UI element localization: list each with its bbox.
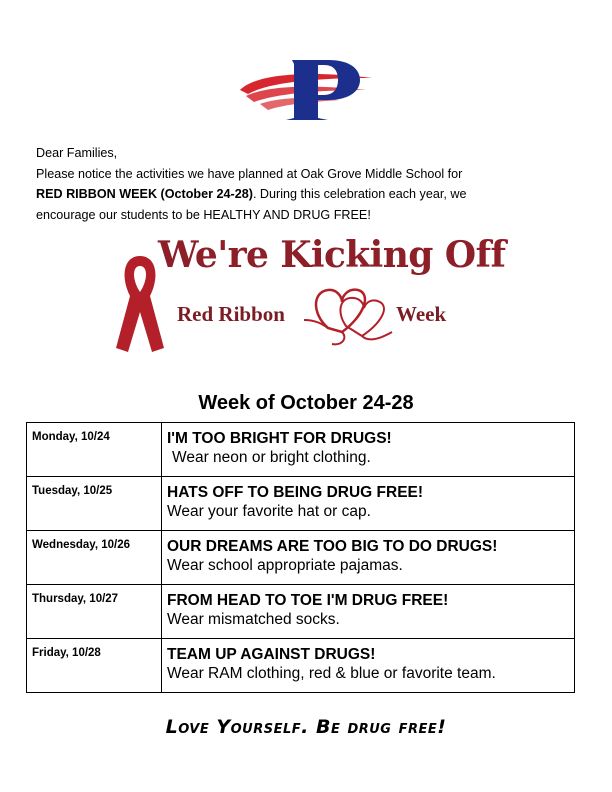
banner-subtitle-left: Red Ribbon xyxy=(177,302,285,326)
day-cell: Friday, 10/28 xyxy=(27,639,162,693)
heart-ribbon-icon xyxy=(302,280,394,350)
event-name-bold: RED RIBBON WEEK (October 24-28) xyxy=(36,187,253,201)
day-cell: Tuesday, 10/25 xyxy=(27,477,162,531)
letter-line-2 xyxy=(36,184,596,205)
table-row xyxy=(27,531,575,585)
table-row xyxy=(27,477,575,531)
activity-cell xyxy=(162,585,575,639)
activity-description: Wear mismatched socks. xyxy=(167,611,340,628)
activity-cell xyxy=(162,639,575,693)
table-row xyxy=(27,423,575,477)
activity-description: Wear school appropriate pajamas. xyxy=(167,557,403,574)
activity-cell xyxy=(162,477,575,531)
letter-paragraph xyxy=(36,143,596,225)
activity-description: Wear RAM clothing, red & blue or favorite team. xyxy=(167,665,496,682)
week-heading: Week of October 24-28 xyxy=(198,392,414,414)
letter-greeting: Dear Families, xyxy=(36,146,118,160)
activity-description: Wear your favorite hat or cap. xyxy=(167,503,371,520)
activity-cell xyxy=(162,423,575,477)
day-cell: Wednesday, 10/26 xyxy=(27,531,162,585)
table-row xyxy=(27,639,575,693)
red-ribbon-banner xyxy=(110,230,506,365)
school-logo-icon xyxy=(236,56,376,124)
activity-title: OUR DREAMS ARE TOO BIG TO DO DRUGS! xyxy=(167,538,498,555)
activity-title: HATS OFF TO BEING DRUG FREE! xyxy=(167,484,424,501)
banner-subtitle-right: Week xyxy=(396,302,447,326)
day-cell: Monday, 10/24 xyxy=(27,423,162,477)
motto-text: Love Yourself. Be drug free! xyxy=(165,716,447,738)
activity-description: Wear neon or bright clothing. xyxy=(172,449,371,466)
banner-title: We're Kicking Off xyxy=(158,234,506,276)
letter-line-2-rest: . During this celebration each year, we xyxy=(252,187,467,201)
activity-title: FROM HEAD TO TOE I'M DRUG FREE! xyxy=(167,592,449,609)
activity-cell xyxy=(162,531,575,585)
activity-title: TEAM UP AGAINST DRUGS! xyxy=(167,646,376,663)
table-row xyxy=(27,585,575,639)
day-cell: Thursday, 10/27 xyxy=(27,585,162,639)
letter-line-1: Please notice the activities we have planned at Oak Grove Middle School for xyxy=(36,166,463,181)
schedule-table xyxy=(26,422,575,693)
activity-title: I'M TOO BRIGHT FOR DRUGS! xyxy=(167,430,392,447)
letter-line-3: encourage our students to be HEALTHY AND DRUG FREE! xyxy=(36,207,371,222)
